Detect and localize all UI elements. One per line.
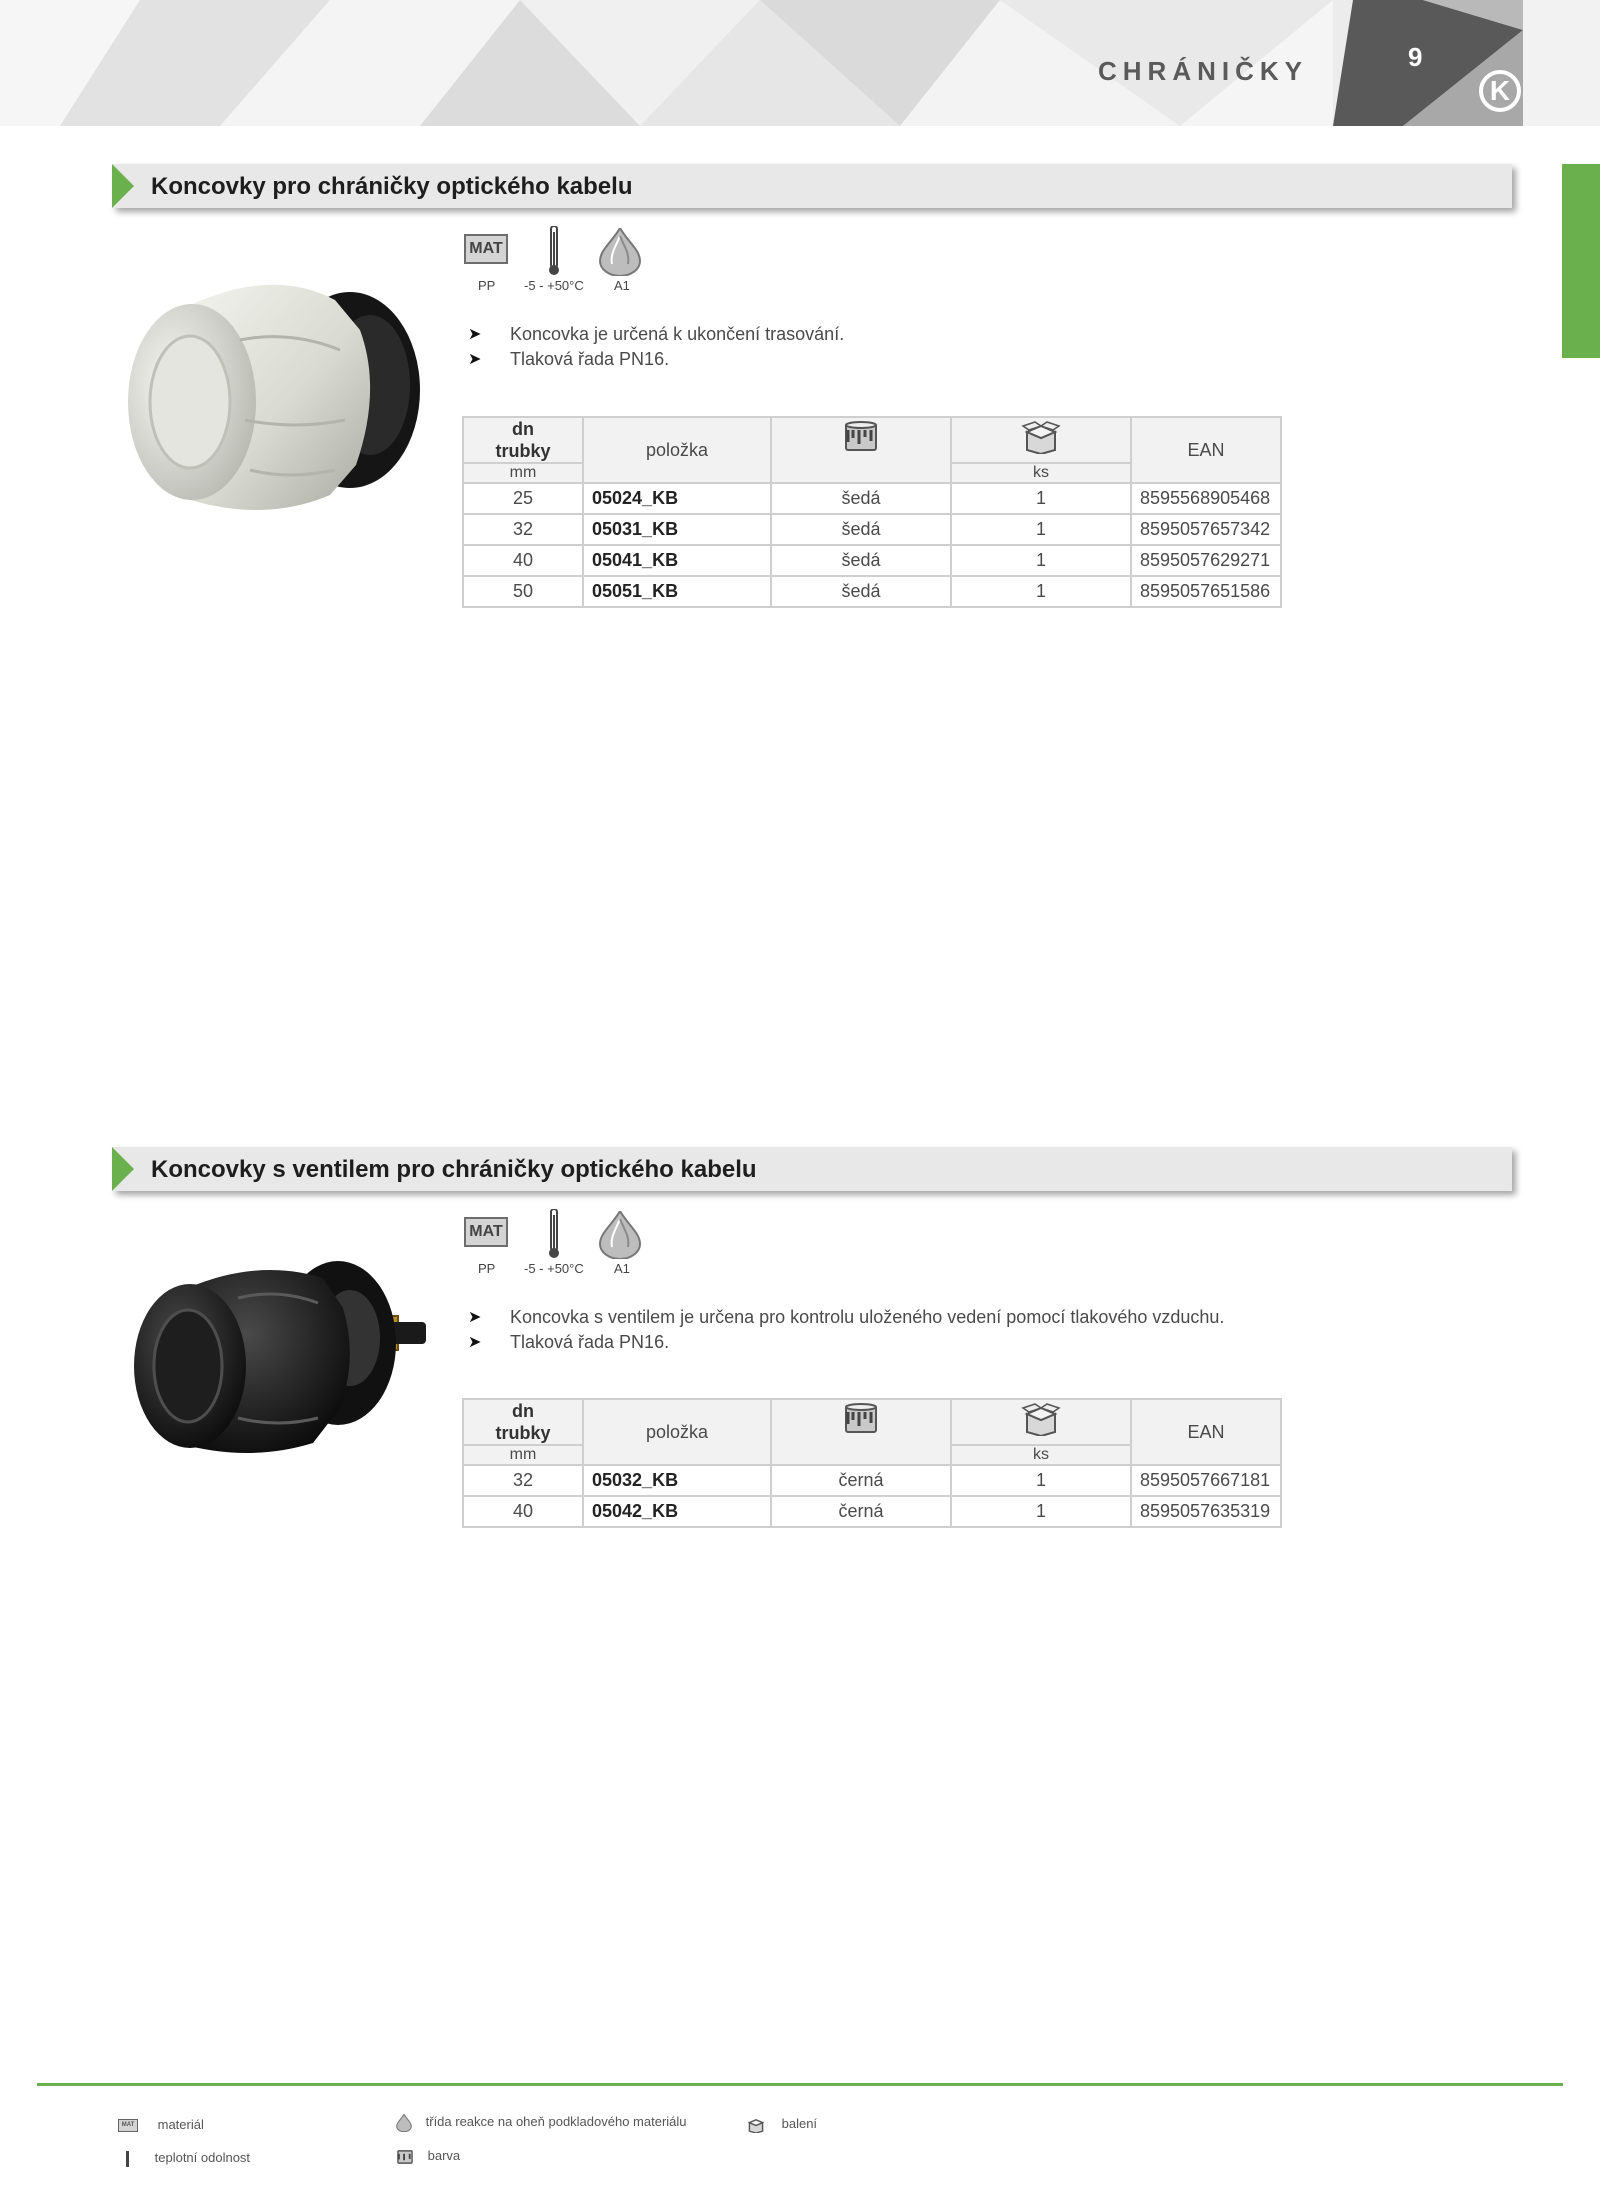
paint-bucket-icon (843, 420, 879, 454)
ean-header: EAN (1131, 417, 1281, 483)
arrow-icon (112, 164, 134, 208)
legend-fire: třída reakce na oheň podkladového materiálu (396, 2114, 687, 2132)
dn-header: dn trubky (463, 1399, 583, 1445)
paint-bucket-icon (843, 1402, 879, 1436)
fire-drop-icon (598, 1211, 642, 1259)
brand-logo-icon: K (1479, 70, 1521, 112)
package-header (951, 1399, 1131, 1445)
item-code: 05031_KB (583, 514, 771, 545)
unit-ks: ks (951, 1445, 1131, 1465)
item-header: položka (583, 417, 771, 483)
material-icon: MAT (464, 1217, 508, 1247)
item-code: 05024_KB (583, 483, 771, 514)
box-icon (1021, 420, 1061, 454)
dn-header: dn trubky (463, 417, 583, 463)
chapter-marker (1562, 164, 1600, 358)
product-image-end-cap (120, 270, 425, 525)
table-row: 32 05032_KB černá 1 8595057667181 (463, 1465, 1281, 1496)
product-table (462, 1398, 1282, 1528)
temperature-value: -5 - +50°C (524, 278, 584, 293)
material-icon: MAT (118, 2119, 138, 2132)
product-image-valve-cap (128, 1258, 438, 1463)
table-row: 40 05042_KB černá 1 8595057635319 (463, 1496, 1281, 1527)
chapter-title: CHRÁNIČKY (1098, 56, 1308, 86)
section-header (112, 1147, 1512, 1191)
fire-class-value: A1 (614, 1261, 630, 1276)
ean-header: EAN (1131, 1399, 1281, 1465)
legend-packaging: balení (746, 2116, 817, 2133)
box-icon (746, 2117, 766, 2133)
bullet-arrow-icon: ➤ (468, 326, 482, 343)
table-row: 40 05041_KB šedá 1 8595057629271 (463, 545, 1281, 576)
bullet-arrow-icon: ➤ (468, 351, 482, 368)
color-header (771, 417, 951, 483)
thermometer-icon (547, 1209, 561, 1259)
legend-color: barva (396, 2148, 460, 2165)
unit-mm: mm (463, 1445, 583, 1465)
table-row: 32 05031_KB šedá 1 8595057657342 (463, 514, 1281, 545)
unit-ks: ks (951, 463, 1131, 483)
property-icons (464, 226, 654, 296)
item-code: 05051_KB (583, 576, 771, 607)
table-row: 50 05051_KB šedá 1 8595057651586 (463, 576, 1281, 607)
material-value: PP (478, 1261, 496, 1276)
fire-drop-icon (396, 2114, 412, 2132)
arrow-icon (112, 1147, 134, 1191)
section-header (112, 164, 1512, 208)
item-code: 05042_KB (583, 1496, 771, 1527)
box-icon (1021, 1402, 1061, 1436)
temperature-value: -5 - +50°C (524, 1261, 584, 1276)
legend-material: MAT materiál (118, 2117, 204, 2132)
footer-divider (37, 2083, 1563, 2086)
page-number: 9 (1408, 42, 1423, 72)
material-value: PP (478, 278, 496, 293)
item-code: 05032_KB (583, 1465, 771, 1496)
color-header (771, 1399, 951, 1465)
product-table (462, 416, 1282, 608)
unit-mm: mm (463, 463, 583, 483)
item-header: položka (583, 1399, 771, 1465)
legend-temperature: teplotní odolnost (118, 2150, 250, 2167)
section-title: Koncovky s ventilem pro chráničky optického kabelu (151, 1156, 757, 1183)
material-icon: MAT (464, 234, 508, 264)
property-icons (464, 1209, 654, 1279)
item-code: 05041_KB (583, 545, 771, 576)
bullet-arrow-icon: ➤ (468, 1334, 482, 1351)
table-row: 25 05024_KB šedá 1 8595568905468 (463, 483, 1281, 514)
thermometer-icon (126, 2151, 129, 2167)
package-header (951, 417, 1131, 463)
section-title: Koncovky pro chráničky optického kabelu (151, 173, 633, 200)
paint-bucket-icon (396, 2149, 414, 2165)
fire-drop-icon (598, 228, 642, 276)
bullet-arrow-icon: ➤ (468, 1309, 482, 1326)
fire-class-value: A1 (614, 278, 630, 293)
thermometer-icon (547, 226, 561, 276)
